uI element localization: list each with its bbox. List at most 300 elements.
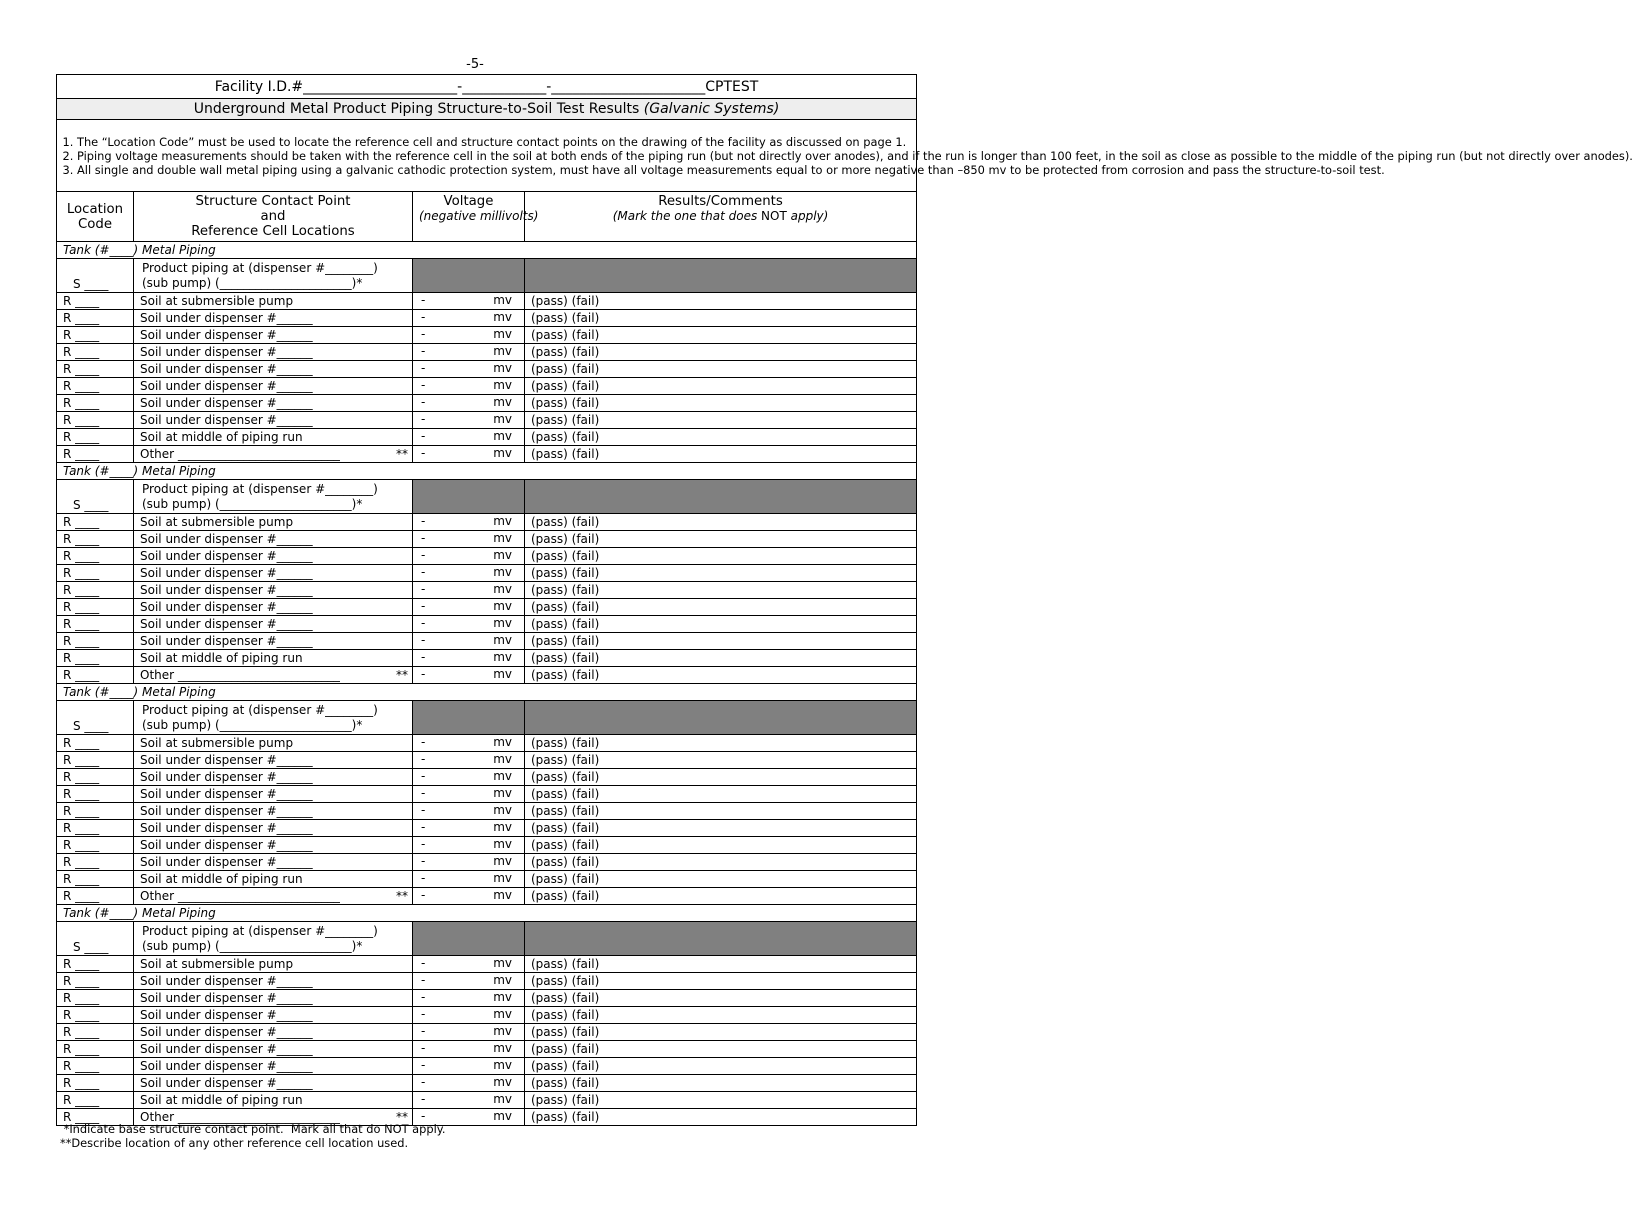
millivolt-unit: mv xyxy=(493,633,512,647)
location-code-cell[interactable]: R ____ xyxy=(57,412,134,429)
voltage-cell[interactable] xyxy=(413,888,525,905)
reference-location-cell: Soil at submersible pump xyxy=(134,293,413,310)
footnotes xyxy=(60,1122,446,1150)
voltage-cell[interactable] xyxy=(413,412,525,429)
other-location-cell[interactable] xyxy=(134,446,413,463)
result-cell[interactable]: (pass) (fail) xyxy=(525,667,917,684)
location-code-cell[interactable]: R ____ xyxy=(57,871,134,888)
millivolt-unit: mv xyxy=(493,514,512,528)
reference-cell-row xyxy=(57,973,917,990)
negative-sign: - xyxy=(421,752,426,766)
negative-sign: - xyxy=(421,973,426,987)
location-code-cell[interactable]: R ____ xyxy=(57,888,134,905)
reference-cell-row xyxy=(57,786,917,803)
millivolt-unit: mv xyxy=(493,378,512,392)
voltage-cell-shaded xyxy=(413,480,525,514)
instruction-item: 1. The “Location Code” must be used to locate the reference cell and structure contact points on the drawing of the facility as discussed on page 1. xyxy=(77,135,910,149)
reference-location-cell: Soil under dispenser #______ xyxy=(134,548,413,565)
location-code-cell[interactable]: R ____ xyxy=(57,1075,134,1092)
result-cell[interactable]: (pass) (fail) xyxy=(525,990,917,1007)
voltage-cell[interactable] xyxy=(413,854,525,871)
voltage-cell[interactable] xyxy=(413,599,525,616)
reference-location-cell: Soil under dispenser #______ xyxy=(134,769,413,786)
negative-sign: - xyxy=(421,429,426,443)
voltage-cell[interactable] xyxy=(413,310,525,327)
reference-cell-row xyxy=(57,1058,917,1075)
voltage-cell[interactable] xyxy=(413,786,525,803)
result-cell[interactable]: (pass) (fail) xyxy=(525,412,917,429)
millivolt-unit: mv xyxy=(493,548,512,562)
voltage-cell[interactable] xyxy=(413,1092,525,1109)
millivolt-unit: mv xyxy=(493,837,512,851)
millivolt-unit: mv xyxy=(493,412,512,426)
header-contact-point-line1: Structure Contact Point xyxy=(195,194,351,209)
millivolt-unit: mv xyxy=(493,1109,512,1123)
millivolt-unit: mv xyxy=(493,1024,512,1038)
location-code-cell[interactable]: R ____ xyxy=(57,837,134,854)
reference-location-cell: Soil under dispenser #______ xyxy=(134,310,413,327)
millivolt-unit: mv xyxy=(493,361,512,375)
result-cell[interactable]: (pass) (fail) xyxy=(525,310,917,327)
location-code-cell[interactable]: R ____ xyxy=(57,548,134,565)
reference-cell-row xyxy=(57,395,917,412)
result-cell[interactable]: (pass) (fail) xyxy=(525,1075,917,1092)
millivolt-unit: mv xyxy=(493,956,512,970)
voltage-cell[interactable] xyxy=(413,769,525,786)
instruction-item: 2. Piping voltage measurements should be taken with the reference cell in the soil at both ends of the piping run (but not directly over anodes), and if the run is longer than 100 feet, in the soil as close as possible to the middle of the piping run (but not directly over anodes). xyxy=(77,149,910,163)
contact-point-cell[interactable] xyxy=(134,922,413,956)
results-cell-shaded xyxy=(525,922,917,956)
reference-location-cell: Soil at middle of piping run xyxy=(134,429,413,446)
result-cell[interactable]: (pass) (fail) xyxy=(525,1092,917,1109)
result-cell[interactable]: (pass) (fail) xyxy=(525,531,917,548)
reference-location-cell: Soil under dispenser #______ xyxy=(134,803,413,820)
result-cell[interactable]: (pass) (fail) xyxy=(525,361,917,378)
voltage-cell-shaded xyxy=(413,922,525,956)
instructions xyxy=(57,120,1633,192)
location-code-cell[interactable]: R ____ xyxy=(57,1024,134,1041)
result-cell[interactable]: (pass) (fail) xyxy=(525,616,917,633)
location-code-cell[interactable]: R ____ xyxy=(57,582,134,599)
results-cell-shaded xyxy=(525,259,917,293)
result-cell[interactable]: (pass) (fail) xyxy=(525,854,917,871)
millivolt-unit: mv xyxy=(493,769,512,783)
reference-location-cell: Soil under dispenser #______ xyxy=(134,582,413,599)
reference-location-cell: Soil under dispenser #______ xyxy=(134,412,413,429)
millivolt-unit: mv xyxy=(493,327,512,341)
voltage-cell[interactable] xyxy=(413,548,525,565)
result-cell[interactable]: (pass) (fail) xyxy=(525,956,917,973)
millivolt-unit: mv xyxy=(493,888,512,902)
header-voltage-sub: (negative millivolts) xyxy=(419,209,539,223)
contact-point-cell[interactable] xyxy=(134,480,413,514)
millivolt-unit: mv xyxy=(493,531,512,545)
voltage-cell[interactable] xyxy=(413,956,525,973)
location-code-cell[interactable]: R ____ xyxy=(57,1092,134,1109)
contact-point-line2: (sub pump) (______________________)* xyxy=(142,275,363,290)
location-code-cell[interactable]: R ____ xyxy=(57,854,134,871)
location-code-cell[interactable]: S ____ xyxy=(57,701,134,735)
reference-cell-row xyxy=(57,956,917,973)
negative-sign: - xyxy=(421,548,426,562)
location-code-cell[interactable]: R ____ xyxy=(57,820,134,837)
location-code-cell[interactable]: R ____ xyxy=(57,973,134,990)
negative-sign: - xyxy=(421,1109,426,1123)
location-code-cell[interactable]: R ____ xyxy=(57,752,134,769)
location-code-cell[interactable]: R ____ xyxy=(57,1058,134,1075)
result-cell[interactable]: (pass) (fail) xyxy=(525,837,917,854)
result-cell[interactable]: (pass) (fail) xyxy=(525,803,917,820)
location-code-cell[interactable]: R ____ xyxy=(57,1041,134,1058)
negative-sign: - xyxy=(421,786,426,800)
reference-location-cell: Soil at middle of piping run xyxy=(134,1092,413,1109)
double-asterisk: ** xyxy=(396,888,408,903)
voltage-cell[interactable] xyxy=(413,820,525,837)
tank-section-header xyxy=(57,463,917,480)
negative-sign: - xyxy=(421,344,426,358)
other-location-cell[interactable] xyxy=(134,888,413,905)
millivolt-unit: mv xyxy=(493,973,512,987)
voltage-cell[interactable] xyxy=(413,616,525,633)
result-cell[interactable]: (pass) (fail) xyxy=(525,1007,917,1024)
negative-sign: - xyxy=(421,514,426,528)
result-cell[interactable]: (pass) (fail) xyxy=(525,548,917,565)
reference-location-cell: Soil under dispenser #______ xyxy=(134,752,413,769)
voltage-cell[interactable] xyxy=(413,514,525,531)
voltage-cell[interactable] xyxy=(413,344,525,361)
millivolt-unit: mv xyxy=(493,1092,512,1106)
contact-point-line1: Product piping at (dispenser #________) xyxy=(142,260,378,275)
reference-cell-row xyxy=(57,361,917,378)
header-location-code: Location Code xyxy=(57,192,134,242)
millivolt-unit: mv xyxy=(493,752,512,766)
tank-label[interactable]: Tank (#____) Metal Piping xyxy=(57,242,917,259)
result-cell[interactable]: (pass) (fail) xyxy=(525,429,917,446)
voltage-cell[interactable] xyxy=(413,565,525,582)
contact-point-cell[interactable] xyxy=(134,701,413,735)
voltage-cell[interactable] xyxy=(413,837,525,854)
voltage-cell[interactable] xyxy=(413,1007,525,1024)
negative-sign: - xyxy=(421,310,426,324)
negative-sign: - xyxy=(421,633,426,647)
result-cell[interactable]: (pass) (fail) xyxy=(525,769,917,786)
reference-cell-row-other xyxy=(57,888,917,905)
header-results-title: Results/Comments xyxy=(658,194,783,209)
other-location-text: Other ___________________________ xyxy=(140,667,340,682)
result-cell[interactable]: (pass) (fail) xyxy=(525,395,917,412)
voltage-cell[interactable] xyxy=(413,531,525,548)
voltage-cell[interactable] xyxy=(413,803,525,820)
negative-sign: - xyxy=(421,735,426,749)
test-results-form xyxy=(56,74,1633,1126)
reference-cell-row xyxy=(57,752,917,769)
voltage-cell[interactable] xyxy=(413,395,525,412)
result-cell[interactable]: (pass) (fail) xyxy=(525,446,917,463)
other-location-text: Other ___________________________ xyxy=(140,446,340,461)
negative-sign: - xyxy=(421,378,426,392)
location-code-cell[interactable]: R ____ xyxy=(57,327,134,344)
location-code-cell[interactable]: R ____ xyxy=(57,531,134,548)
location-code-cell[interactable]: R ____ xyxy=(57,786,134,803)
result-cell[interactable]: (pass) (fail) xyxy=(525,293,917,310)
reference-cell-row xyxy=(57,378,917,395)
footnote-asterisk: *Indicate base structure contact point. Mark all that do NOT apply. xyxy=(60,1122,446,1136)
location-code-cell[interactable]: S ____ xyxy=(57,480,134,514)
millivolt-unit: mv xyxy=(493,293,512,307)
location-code-cell[interactable]: S ____ xyxy=(57,922,134,956)
voltage-cell[interactable] xyxy=(413,361,525,378)
millivolt-unit: mv xyxy=(493,650,512,664)
location-code-cell[interactable]: R ____ xyxy=(57,990,134,1007)
result-cell[interactable]: (pass) (fail) xyxy=(525,1041,917,1058)
negative-sign: - xyxy=(421,1075,426,1089)
millivolt-unit: mv xyxy=(493,616,512,630)
result-cell[interactable]: (pass) (fail) xyxy=(525,378,917,395)
location-code-cell[interactable]: R ____ xyxy=(57,633,134,650)
millivolt-unit: mv xyxy=(493,735,512,749)
negative-sign: - xyxy=(421,1007,426,1021)
reference-location-cell: Soil under dispenser #______ xyxy=(134,395,413,412)
reference-location-cell: Soil under dispenser #______ xyxy=(134,344,413,361)
millivolt-unit: mv xyxy=(493,820,512,834)
negative-sign: - xyxy=(421,582,426,596)
voltage-cell[interactable] xyxy=(413,871,525,888)
voltage-cell[interactable] xyxy=(413,1075,525,1092)
reference-location-cell: Soil under dispenser #______ xyxy=(134,973,413,990)
voltage-cell-shaded xyxy=(413,259,525,293)
reference-location-cell: Soil at middle of piping run xyxy=(134,871,413,888)
negative-sign: - xyxy=(421,531,426,545)
header-results-sub-not: NOT xyxy=(761,209,787,223)
voltage-cell[interactable] xyxy=(413,378,525,395)
contact-point-line1: Product piping at (dispenser #________) xyxy=(142,702,378,717)
millivolt-unit: mv xyxy=(493,344,512,358)
negative-sign: - xyxy=(421,1041,426,1055)
millivolt-unit: mv xyxy=(493,599,512,613)
location-code-cell[interactable]: R ____ xyxy=(57,514,134,531)
header-results-sub-b: apply) xyxy=(786,209,829,223)
reference-location-cell: Soil at submersible pump xyxy=(134,514,413,531)
contact-point-cell[interactable] xyxy=(134,259,413,293)
result-cell[interactable]: (pass) (fail) xyxy=(525,1058,917,1075)
structure-contact-row xyxy=(57,701,917,735)
tank-label[interactable]: Tank (#____) Metal Piping xyxy=(57,905,917,922)
reference-cell-row xyxy=(57,344,917,361)
result-cell[interactable]: (pass) (fail) xyxy=(525,973,917,990)
voltage-cell[interactable] xyxy=(413,990,525,1007)
reference-location-cell: Soil at middle of piping run xyxy=(134,650,413,667)
header-contact-point-line2: and xyxy=(260,209,286,224)
reference-cell-row xyxy=(57,769,917,786)
reference-cell-row xyxy=(57,599,917,616)
location-code-cell[interactable]: R ____ xyxy=(57,735,134,752)
voltage-cell[interactable] xyxy=(413,446,525,463)
location-code-cell[interactable]: R ____ xyxy=(57,956,134,973)
millivolt-unit: mv xyxy=(493,667,512,681)
reference-cell-row xyxy=(57,429,917,446)
reference-location-cell: Soil under dispenser #______ xyxy=(134,531,413,548)
millivolt-unit: mv xyxy=(493,786,512,800)
reference-location-cell: Soil under dispenser #______ xyxy=(134,854,413,871)
result-cell[interactable]: (pass) (fail) xyxy=(525,650,917,667)
location-code-cell[interactable]: R ____ xyxy=(57,378,134,395)
voltage-cell[interactable] xyxy=(413,1041,525,1058)
header-contact-point xyxy=(134,192,413,242)
reference-cell-row xyxy=(57,803,917,820)
voltage-cell[interactable] xyxy=(413,650,525,667)
result-cell[interactable]: (pass) (fail) xyxy=(525,1109,917,1126)
location-code-cell[interactable]: R ____ xyxy=(57,293,134,310)
voltage-cell[interactable] xyxy=(413,752,525,769)
result-cell[interactable]: (pass) (fail) xyxy=(525,871,917,888)
result-cell[interactable]: (pass) (fail) xyxy=(525,344,917,361)
voltage-cell[interactable] xyxy=(413,1024,525,1041)
reference-location-cell: Soil under dispenser #______ xyxy=(134,786,413,803)
millivolt-unit: mv xyxy=(493,1007,512,1021)
result-cell[interactable]: (pass) (fail) xyxy=(525,514,917,531)
reference-location-cell: Soil at submersible pump xyxy=(134,735,413,752)
contact-point-line2: (sub pump) (______________________)* xyxy=(142,938,363,953)
location-code-cell[interactable]: R ____ xyxy=(57,667,134,684)
reference-cell-row xyxy=(57,514,917,531)
location-code-cell[interactable]: R ____ xyxy=(57,1007,134,1024)
millivolt-unit: mv xyxy=(493,1041,512,1055)
tank-label[interactable]: Tank (#____) Metal Piping xyxy=(57,463,917,480)
header-results-sub-a: (Mark the one that does xyxy=(612,209,762,223)
facility-id-field[interactable]: Facility I.D.#______________________-____________-______________________CPTEST xyxy=(57,75,917,99)
negative-sign: - xyxy=(421,327,426,341)
negative-sign: - xyxy=(421,412,426,426)
result-cell[interactable]: (pass) (fail) xyxy=(525,599,917,616)
result-cell[interactable]: (pass) (fail) xyxy=(525,1024,917,1041)
result-cell[interactable]: (pass) (fail) xyxy=(525,565,917,582)
millivolt-unit: mv xyxy=(493,1075,512,1089)
result-cell[interactable]: (pass) (fail) xyxy=(525,582,917,599)
voltage-cell[interactable] xyxy=(413,973,525,990)
voltage-cell[interactable] xyxy=(413,667,525,684)
double-asterisk: ** xyxy=(396,1109,408,1124)
voltage-cell[interactable] xyxy=(413,327,525,344)
negative-sign: - xyxy=(421,1092,426,1106)
millivolt-unit: mv xyxy=(493,395,512,409)
reference-cell-row xyxy=(57,854,917,871)
negative-sign: - xyxy=(421,650,426,664)
reference-cell-row xyxy=(57,1041,917,1058)
voltage-cell[interactable] xyxy=(413,582,525,599)
location-code-cell[interactable]: R ____ xyxy=(57,310,134,327)
header-contact-point-line3: Reference Cell Locations xyxy=(191,224,355,239)
location-code-cell[interactable]: R ____ xyxy=(57,769,134,786)
structure-contact-row xyxy=(57,259,917,293)
negative-sign: - xyxy=(421,837,426,851)
instruction-item: 3. All single and double wall metal piping using a galvanic cathodic protection system, must have all voltage measurements equal to or more negative than –850 mv to be protected from corrosion and pass the structure-to-soil test. xyxy=(77,163,910,177)
millivolt-unit: mv xyxy=(493,1058,512,1072)
header-voltage-title: Voltage xyxy=(443,194,494,209)
reference-location-cell: Soil at submersible pump xyxy=(134,956,413,973)
result-cell[interactable]: (pass) (fail) xyxy=(525,786,917,803)
location-code-cell[interactable]: R ____ xyxy=(57,429,134,446)
negative-sign: - xyxy=(421,820,426,834)
millivolt-unit: mv xyxy=(493,310,512,324)
reference-location-cell: Soil under dispenser #______ xyxy=(134,599,413,616)
location-code-cell[interactable]: R ____ xyxy=(57,446,134,463)
reference-cell-row xyxy=(57,548,917,565)
millivolt-unit: mv xyxy=(493,803,512,817)
result-cell[interactable]: (pass) (fail) xyxy=(525,888,917,905)
facility-id-row xyxy=(57,75,917,99)
reference-location-cell: Soil under dispenser #______ xyxy=(134,1075,413,1092)
result-cell[interactable]: (pass) (fail) xyxy=(525,633,917,650)
instructions-list xyxy=(63,134,1633,177)
reference-cell-row xyxy=(57,650,917,667)
location-code-cell[interactable]: R ____ xyxy=(57,650,134,667)
location-code-cell[interactable]: R ____ xyxy=(57,1109,134,1126)
reference-cell-row-other xyxy=(57,446,917,463)
location-code-cell[interactable]: R ____ xyxy=(57,395,134,412)
millivolt-unit: mv xyxy=(493,854,512,868)
result-cell[interactable]: (pass) (fail) xyxy=(525,735,917,752)
negative-sign: - xyxy=(421,803,426,817)
reference-location-cell: Soil under dispenser #______ xyxy=(134,1007,413,1024)
voltage-cell[interactable] xyxy=(413,293,525,310)
reference-cell-row xyxy=(57,1024,917,1041)
result-cell[interactable]: (pass) (fail) xyxy=(525,752,917,769)
reference-cell-row xyxy=(57,616,917,633)
form-title-main: Underground Metal Product Piping Structure-to-Soil Test Results xyxy=(193,101,640,117)
form-title-italic: (Galvanic Systems) xyxy=(643,101,780,117)
negative-sign: - xyxy=(421,871,426,885)
negative-sign: - xyxy=(421,395,426,409)
reference-cell-row xyxy=(57,531,917,548)
contact-point-line1: Product piping at (dispenser #________) xyxy=(142,923,378,938)
negative-sign: - xyxy=(421,990,426,1004)
location-code-cell[interactable]: R ____ xyxy=(57,803,134,820)
result-cell[interactable]: (pass) (fail) xyxy=(525,327,917,344)
millivolt-unit: mv xyxy=(493,429,512,443)
reference-cell-row xyxy=(57,633,917,650)
reference-cell-row xyxy=(57,735,917,752)
tank-section-header xyxy=(57,242,917,259)
voltage-cell[interactable] xyxy=(413,735,525,752)
reference-location-cell: Soil under dispenser #______ xyxy=(134,361,413,378)
structure-contact-row xyxy=(57,922,917,956)
tank-label[interactable]: Tank (#____) Metal Piping xyxy=(57,684,917,701)
voltage-cell[interactable] xyxy=(413,429,525,446)
other-location-cell[interactable] xyxy=(134,667,413,684)
millivolt-unit: mv xyxy=(493,446,512,460)
column-header-row xyxy=(57,192,917,242)
location-code-cell[interactable]: R ____ xyxy=(57,599,134,616)
voltage-cell[interactable] xyxy=(413,633,525,650)
reference-location-cell: Soil under dispenser #______ xyxy=(134,616,413,633)
negative-sign: - xyxy=(421,1058,426,1072)
location-code-cell[interactable]: R ____ xyxy=(57,565,134,582)
reference-cell-row xyxy=(57,820,917,837)
negative-sign: - xyxy=(421,446,426,460)
reference-location-cell: Soil under dispenser #______ xyxy=(134,378,413,395)
location-code-cell[interactable]: R ____ xyxy=(57,616,134,633)
negative-sign: - xyxy=(421,1024,426,1038)
other-location-text: Other ___________________________ xyxy=(140,888,340,903)
location-code-cell[interactable]: S ____ xyxy=(57,259,134,293)
reference-cell-row xyxy=(57,871,917,888)
reference-cell-row xyxy=(57,1075,917,1092)
form-title-row xyxy=(57,99,917,120)
location-code-cell[interactable]: R ____ xyxy=(57,361,134,378)
result-cell[interactable]: (pass) (fail) xyxy=(525,820,917,837)
location-code-cell[interactable]: R ____ xyxy=(57,344,134,361)
voltage-cell[interactable] xyxy=(413,1058,525,1075)
